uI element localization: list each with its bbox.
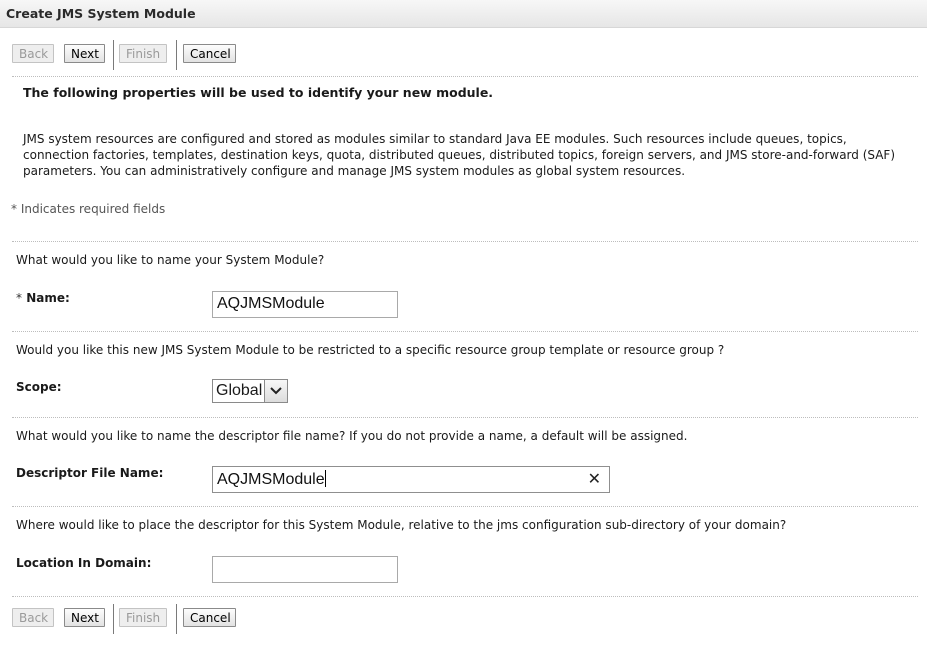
bottom-button-bar (12, 604, 312, 634)
name-input[interactable] (212, 291, 398, 318)
page-title: Create JMS System Module (6, 6, 196, 21)
finish-button[interactable]: Finish (119, 44, 167, 63)
separator (176, 604, 177, 634)
descriptor-question: What would you like to name the descriptor file name? If you do not provide a name, a default will be assigned. (16, 429, 688, 443)
scope-select[interactable] (212, 379, 288, 403)
divider (12, 596, 918, 597)
name-label-text: Name: (26, 291, 70, 305)
descriptor-label: Descriptor File Name: (16, 466, 164, 480)
cancel-button[interactable]: Cancel (183, 608, 236, 627)
name-input-value: AQJMSModule (217, 295, 325, 312)
module-description: JMS system resources are configured and stored as modules similar to standard Java EE modules. Such resources include queues, topics, connection factories, templates, destination keys, quota, distributed queues, distributed topics, foreign servers, and JMS store-and-forward (SAF) parameters. You can administratively configure and manage JMS system modules as global system resources. (23, 132, 896, 178)
next-button[interactable]: Next (64, 608, 105, 627)
required-fields-note: * Indicates required fields (11, 202, 166, 216)
location-label: Location In Domain: (16, 556, 152, 570)
descriptor-input-value: AQJMSModule (217, 471, 325, 488)
location-in-domain-input[interactable] (212, 556, 398, 583)
divider (12, 506, 918, 507)
text-cursor (325, 470, 326, 487)
chevron-down-icon (270, 387, 282, 395)
divider (12, 331, 918, 332)
divider (12, 76, 918, 77)
top-button-bar (12, 40, 312, 70)
back-button[interactable]: Back (12, 44, 54, 63)
separator (113, 604, 114, 634)
close-icon[interactable]: ✕ (587, 471, 601, 488)
divider (12, 417, 918, 418)
divider (12, 241, 918, 242)
dropdown-arrow[interactable] (264, 380, 287, 402)
location-question: Where would like to place the descriptor for this System Module, relative to the jms configuration sub-directory of your domain? (16, 518, 787, 532)
cancel-button[interactable]: Cancel (183, 44, 236, 63)
scope-question: Would you like this new JMS System Module to be restricted to a specific resource group template or resource group ? (16, 343, 725, 357)
back-button[interactable]: Back (12, 608, 54, 627)
separator (113, 40, 114, 70)
name-question: What would you like to name your System Module? (16, 253, 325, 267)
name-label (16, 291, 70, 305)
separator (176, 40, 177, 70)
finish-button[interactable]: Finish (119, 608, 167, 627)
next-button[interactable]: Next (64, 44, 105, 63)
scope-select-value: Global (216, 382, 263, 399)
descriptor-file-name-input[interactable] (212, 466, 610, 493)
title-bar (0, 0, 927, 28)
scope-label: Scope: (16, 380, 62, 394)
required-marker: * (16, 291, 22, 305)
section-heading: The following properties will be used to identify your new module. (23, 85, 494, 100)
